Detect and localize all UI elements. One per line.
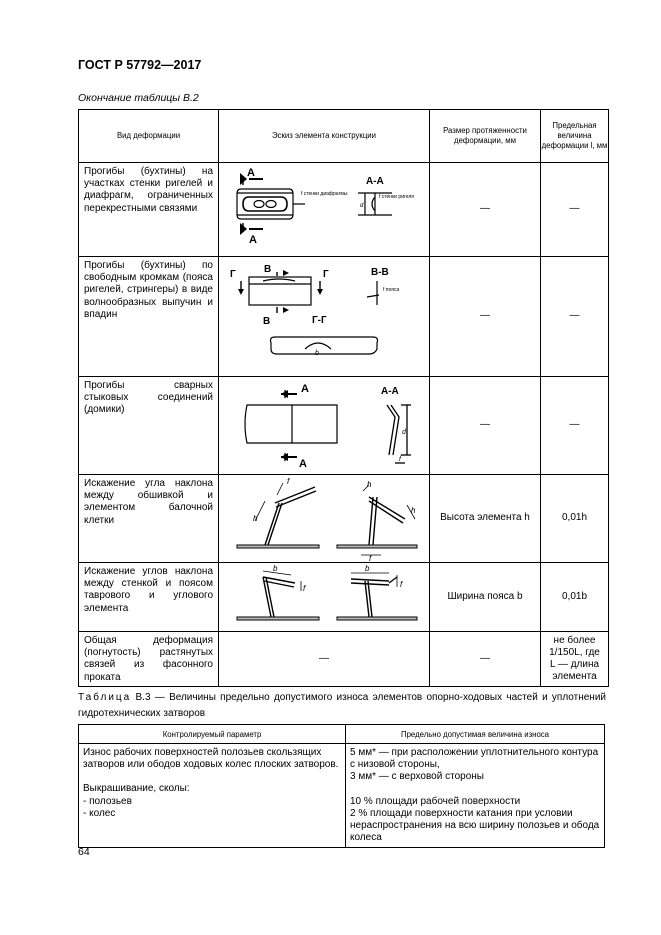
section-mark: А <box>301 383 309 395</box>
section-mark: Г <box>230 269 236 280</box>
page-number: 64 <box>78 846 90 858</box>
extent-value: Высота элемента h <box>430 475 541 563</box>
table-b3-caption: Таблица В.3 — Величины предельно допустимого износа элементов опорно-ходовых частей и уплотнений гидротехнических затворов <box>78 692 606 719</box>
view-title: В-В <box>371 267 389 278</box>
document-code: ГОСТ Р 57792—2017 <box>78 58 202 72</box>
deformation-table <box>78 109 609 687</box>
sketch-label: d <box>402 429 406 436</box>
section-mark: А <box>249 234 257 246</box>
sketch-label: b <box>365 564 370 573</box>
extent-value: Ширина пояса b <box>430 563 541 632</box>
limit-value: 0,01b <box>541 563 609 632</box>
value-text: 10 % площади рабочей поверхности <box>350 795 521 807</box>
sketch-label: f <box>399 456 401 463</box>
parameter-text: Выкрашивание, сколы: <box>83 783 190 795</box>
table-row <box>79 563 609 632</box>
sketch-label: f <box>303 584 306 593</box>
limit-value: — <box>541 377 609 475</box>
sketch-label: b <box>315 350 319 357</box>
section-mark: В <box>263 316 271 327</box>
value-cell <box>346 744 605 848</box>
skin-angle-sketch <box>219 475 429 562</box>
limit-value: — <box>541 163 609 257</box>
sketch-label: b <box>273 564 278 573</box>
sketch-cell <box>219 257 430 377</box>
deformation-kind: Прогибы сварных стыковых соединений (домики) <box>79 377 219 475</box>
column-header: Предельная величина деформации l, мм <box>541 110 609 163</box>
sketch-label: f <box>287 477 290 486</box>
value-text: 2 % площади поверхности катания при условии нераспространения на всю ширину полозьев и обода колеса <box>350 807 600 844</box>
sketch-label: h <box>367 480 372 489</box>
table-caption: Окончание таблицы В.2 <box>78 92 199 104</box>
section-mark: Г <box>323 269 329 280</box>
deformation-kind: Прогибы (бухтины) по свободным кромкам (пояса ригелей, стрингеры) в виде волнообразных выпучин и впадин <box>79 257 219 377</box>
sketch-label: f стенки диафрагмы <box>301 191 348 197</box>
table-row <box>79 377 609 475</box>
column-header: Контролируемый параметр <box>79 725 346 744</box>
column-header: Вид деформации <box>79 110 219 163</box>
extent-value: — <box>430 163 541 257</box>
sketch-cell <box>219 377 430 475</box>
value-text: 5 мм* — при расположении уплотнительного контура с низовой стороны, <box>350 747 599 771</box>
sketch-label: f стенки ригеля <box>379 194 414 200</box>
table-row <box>79 744 605 848</box>
weld-buckling-sketch <box>219 377 429 474</box>
parameter-text: - полозьев <box>83 795 132 807</box>
sketch-cell <box>219 475 430 563</box>
extent-value: — <box>430 632 541 687</box>
sketch-label: h <box>411 506 416 515</box>
table-row <box>79 632 609 687</box>
sketch-label: f пояса <box>383 287 400 293</box>
limit-value: 0,01h <box>541 475 609 563</box>
parameter-text: - колес <box>83 807 116 819</box>
limit-value: не более 1/150L, где L — длина элемента <box>541 632 609 687</box>
table-row <box>79 475 609 563</box>
sketch-cell <box>219 563 430 632</box>
view-title: А-А <box>381 386 399 397</box>
sketch-cell: — <box>219 632 430 687</box>
extent-value: — <box>430 257 541 377</box>
table-row <box>79 163 609 257</box>
sketch-cell <box>219 163 430 257</box>
sketch-label: f <box>400 580 403 589</box>
column-header: Предельно допустимая величина износа <box>346 725 605 744</box>
deformation-kind: Искажение угла наклона между обшивкой и элементом балочной клетки <box>79 475 219 563</box>
deformation-kind: Искажение углов наклона между стенкой и поясом таврового и углового элемента <box>79 563 219 632</box>
limit-value: — <box>541 257 609 377</box>
sketch-label: f <box>369 554 372 562</box>
column-header: Эскиз элемента конструкции <box>219 110 430 163</box>
sketch-label: d <box>360 203 364 209</box>
section-mark: А <box>299 458 307 470</box>
value-text: 3 мм* — с верховой стороны <box>350 771 484 783</box>
view-title: А-А <box>366 176 384 187</box>
extent-value: — <box>430 377 541 475</box>
section-mark: В <box>264 264 272 275</box>
buckling-edge-sketch <box>219 257 429 376</box>
parameter-text: Износ рабочих поверхностей полозьев скользящих затворов или ободов ходовых колес плоских затворов. <box>83 747 339 771</box>
column-header: Размер протяженности деформации, мм <box>430 110 541 163</box>
table-row <box>79 257 609 377</box>
deformation-kind: Прогибы (бухтины) на участках стенки ригелей и диафрагм, ограниченных перекрестными связями <box>79 163 219 257</box>
wear-limits-table <box>78 724 605 848</box>
flange-angle-sketch <box>219 563 429 631</box>
sketch-label: h <box>253 514 258 523</box>
deformation-kind: Общая деформация (погнутость) растянутых связей из фасонного проката <box>79 632 219 687</box>
section-mark: А <box>247 167 255 179</box>
view-title: Г-Г <box>312 315 327 326</box>
buckling-web-sketch <box>219 163 429 256</box>
parameter-cell <box>79 744 346 848</box>
